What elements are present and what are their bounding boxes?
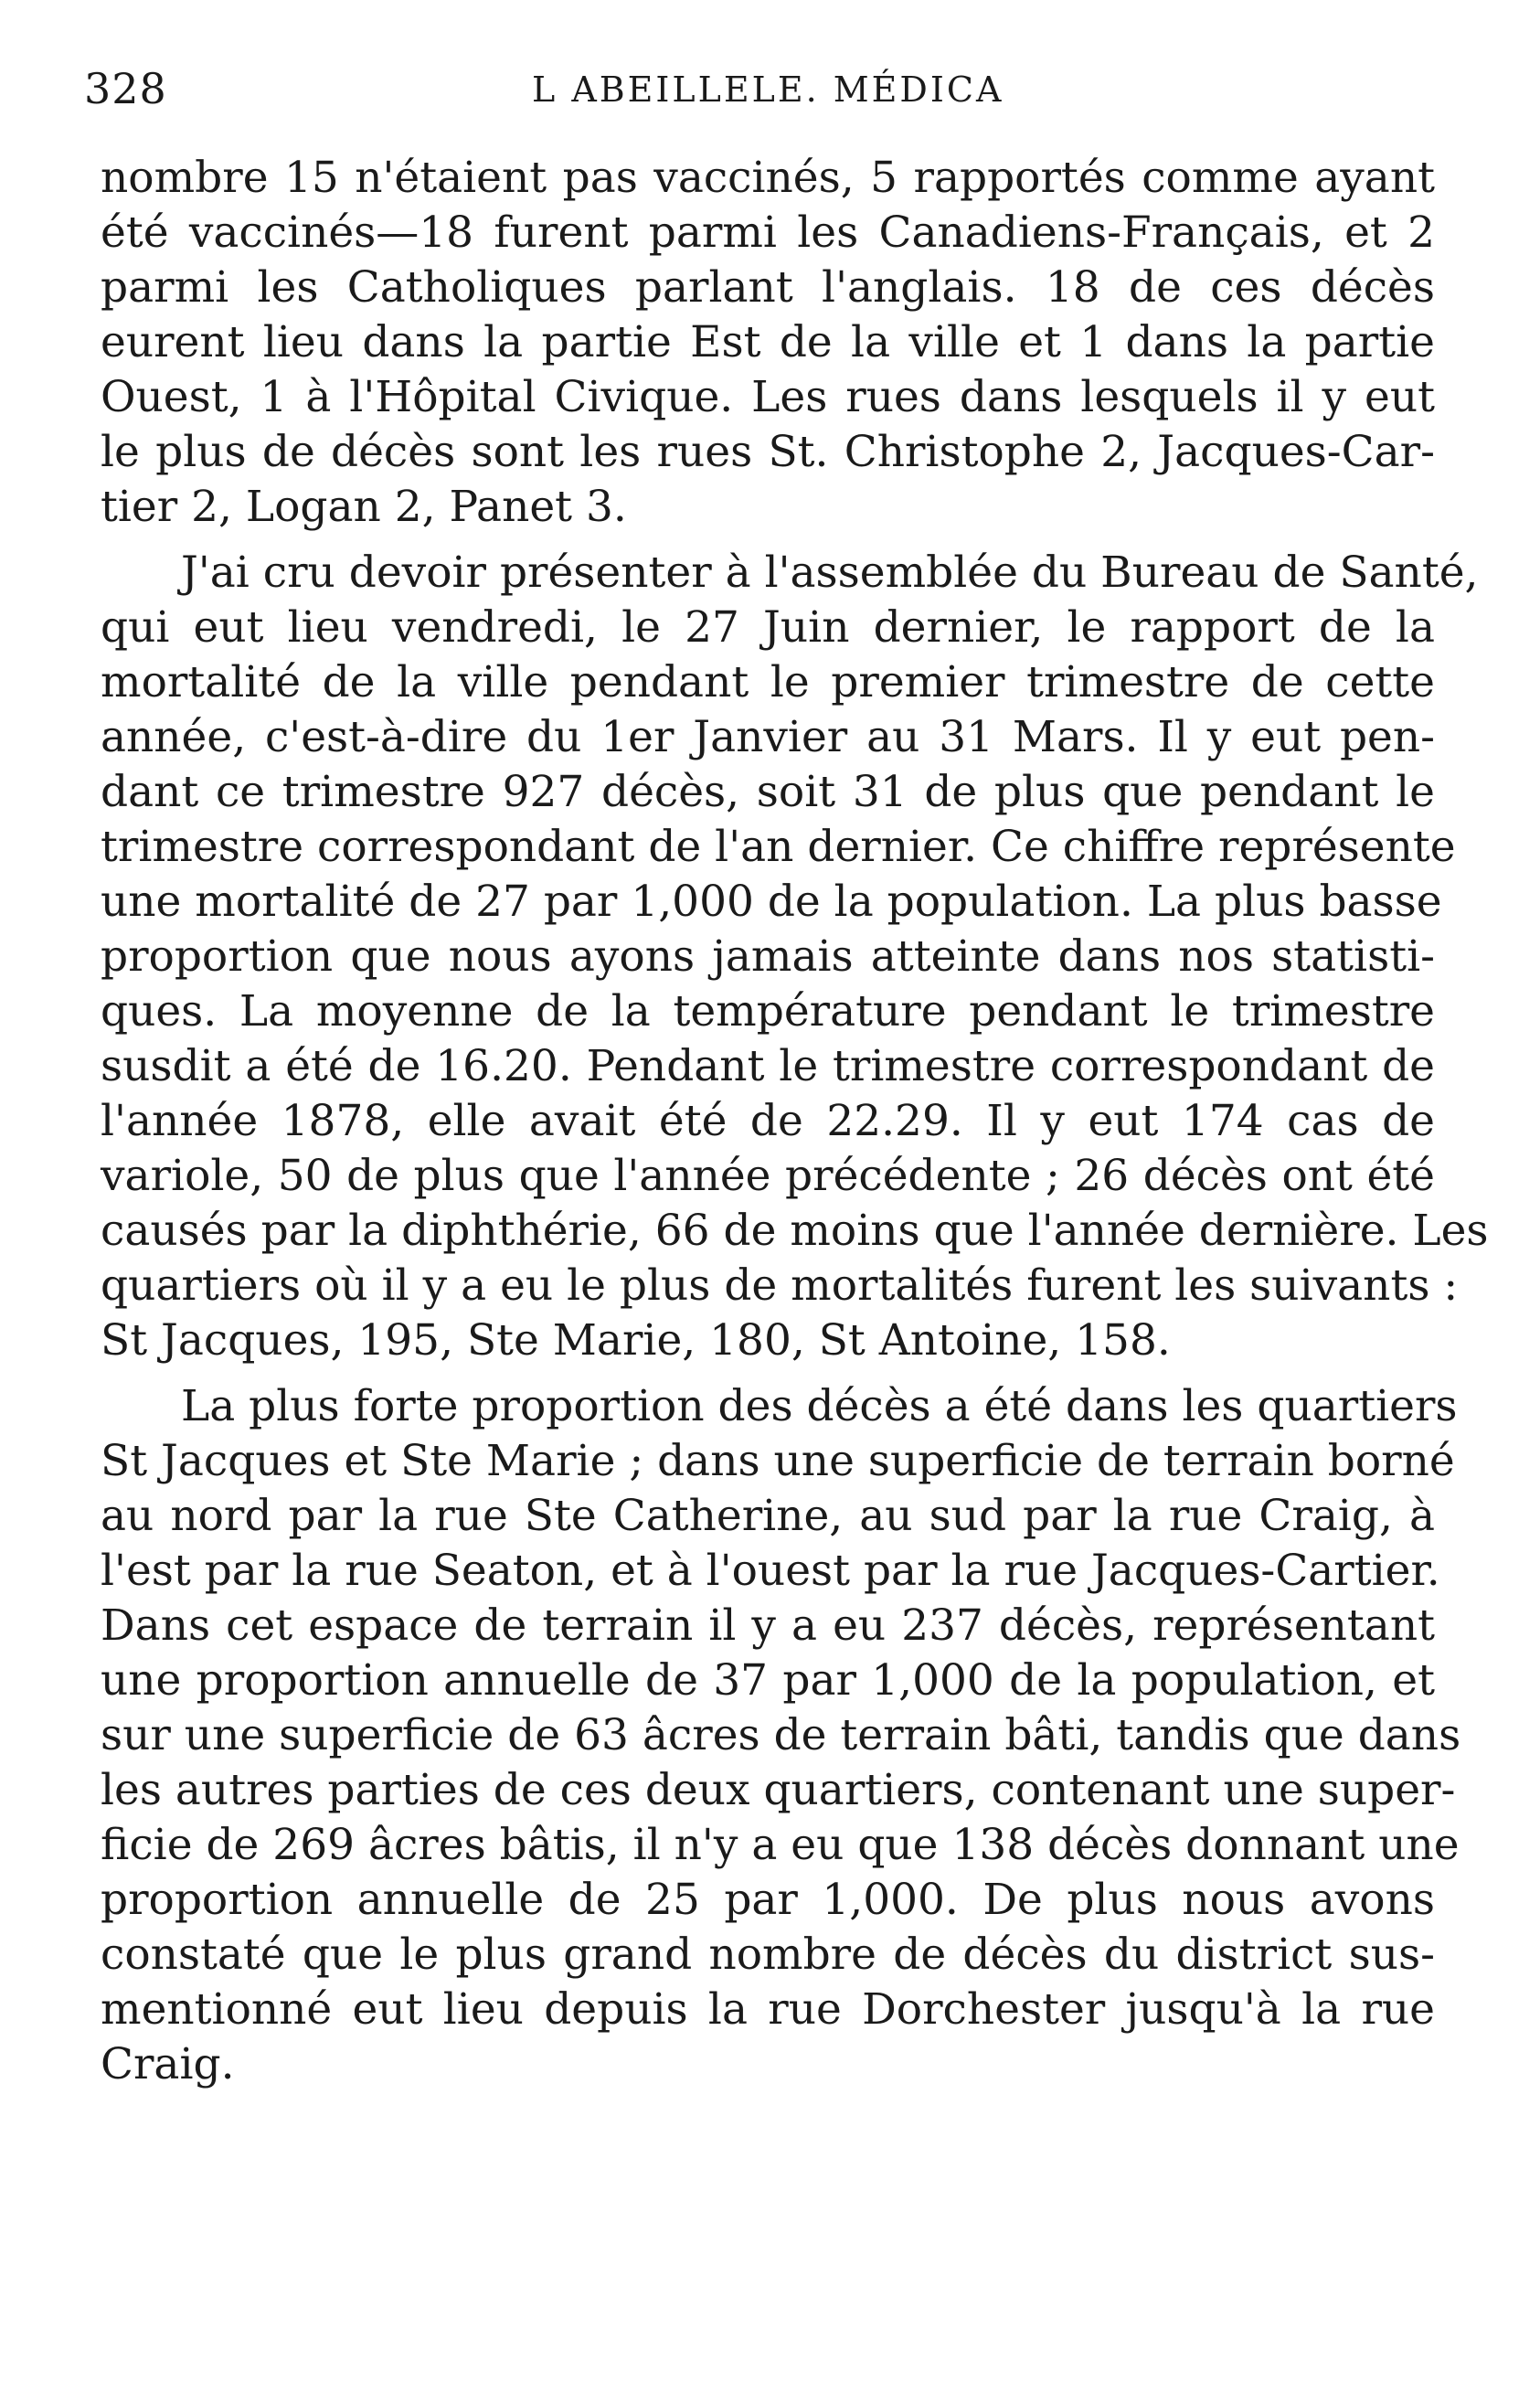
text-line: constaté que le plus grand nombre de décès du district sus-	[101, 1930, 1435, 1980]
paragraph-3	[101, 1379, 1461, 2092]
text-line: qui eut lieu vendredi, le 27 Juin dernier, le rapport de la	[101, 602, 1435, 653]
text-line: susdit a été de 16.20. Pendant le trimestre correspondant de	[101, 1041, 1435, 1091]
text-line: quartiers où il y a eu le plus de mortalités furent les suivants :	[101, 1260, 1459, 1311]
text-line: Craig.	[101, 2039, 235, 2089]
body-text	[101, 151, 1489, 2092]
text-line: eurent lieu dans la partie Est de la ville et 1 dans la partie	[101, 317, 1435, 367]
journal-title: L ABEILLELE. MÉDICA	[532, 69, 1004, 110]
text-line: Dans cet espace de terrain il y a eu 237 décès, représentant	[101, 1600, 1435, 1651]
text-line: sur une superficie de 63 âcres de terrain bâti, tandis que dans	[101, 1710, 1461, 1760]
text-line: été vaccinés—18 furent parmi les Canadiens-Français, et 2	[101, 207, 1435, 258]
text-line: une proportion annuelle de 37 par 1,000 de la population, et	[101, 1655, 1435, 1706]
text-line: tier 2, Logan 2, Panet 3.	[101, 482, 627, 532]
text-line: mortalité de la ville pendant le premier trimestre de cette	[101, 657, 1435, 707]
text-line: trimestre correspondant de l'an dernier. Ce chiffre représente	[101, 822, 1456, 872]
text-line: St Jacques et Ste Marie ; dans une superficie de terrain borné	[101, 1436, 1455, 1486]
text-line: causés par la diphthérie, 66 de moins que l'année dernière. Les	[101, 1206, 1489, 1256]
text-line: Ouest, 1 à l'Hôpital Civique. Les rues dans lesquels il y eut	[101, 372, 1435, 422]
text-line: l'année 1878, elle avait été de 22.29. Il y eut 174 cas de	[101, 1096, 1435, 1146]
text-line: le plus de décès sont les rues St. Christophe 2, Jacques-Car-	[101, 427, 1435, 477]
text-line: J'ai cru devoir présenter à l'assemblée du Bureau de Santé,	[181, 548, 1479, 598]
text-line: La plus forte proportion des décès a été dans les quartiers	[181, 1381, 1458, 1431]
text-line: ques. La moyenne de la température pendant le trimestre	[101, 986, 1435, 1037]
text-line: mentionné eut lieu depuis la rue Dorchester jusqu'à la rue	[101, 1984, 1435, 2035]
text-line: au nord par la rue Ste Catherine, au sud par la rue Craig, à	[101, 1491, 1435, 1541]
text-line: dant ce trimestre 927 décès, soit 31 de plus que pendant le	[101, 767, 1435, 817]
text-line: ficie de 269 âcres bâtis, il n'y a eu que 138 décès donnant une	[101, 1820, 1460, 1870]
text-line: année, c'est-à-dire du 1er Janvier au 31 Mars. Il y eut pen-	[101, 712, 1435, 762]
paragraph-2	[101, 546, 1489, 1368]
paragraph-gap	[101, 535, 1435, 546]
text-line: nombre 15 n'étaient pas vaccinés, 5 rapportés comme ayant	[101, 153, 1435, 203]
page-number: 328	[84, 64, 167, 113]
text-line: proportion que nous ayons jamais atteinte dans nos statisti-	[101, 931, 1435, 982]
paragraph-gap	[101, 1368, 1435, 1379]
text-line: les autres parties de ces deux quartiers, contenant une super-	[101, 1765, 1456, 1815]
text-line: variole, 50 de plus que l'année précédente ; 26 décès ont été	[101, 1151, 1435, 1201]
text-line: l'est par la rue Seaton, et à l'ouest par la rue Jacques-Cartier.	[101, 1546, 1440, 1596]
paragraph-1	[101, 151, 1435, 535]
running-header	[84, 64, 1455, 128]
text-line: proportion annuelle de 25 par 1,000. De plus nous avons	[101, 1875, 1435, 1925]
text-line: St Jacques, 195, Ste Marie, 180, St Antoine, 158.	[101, 1315, 1171, 1366]
text-line: une mortalité de 27 par 1,000 de la population. La plus basse	[101, 877, 1442, 927]
text-line: parmi les Catholiques parlant l'anglais. 18 de ces décès	[101, 262, 1435, 313]
